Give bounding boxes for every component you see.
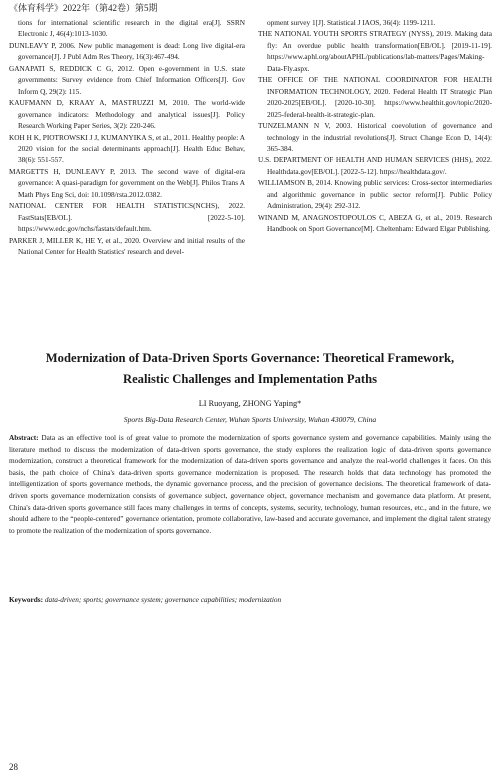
reference-item: MARGETTS H, DUNLEAVY P, 2013. The second wave of digital-era governance: A quasi-paradigm for government on the Web[J]. Philos Trans A Math Phys Eng Sci, doi: 10.1098/rsta.2012.0382.: [9, 166, 245, 199]
keywords-text: data-driven; sports; governance system; governance capabilities; modernization: [44, 595, 282, 604]
references-left-column: [9, 17, 245, 258]
authors: LI Ruoyang, ZHONG Yaping*: [198, 399, 302, 408]
abstract-label: Abstract:: [9, 433, 39, 442]
article-title-line-2: Realistic Challenges and Implementation Paths: [123, 372, 377, 386]
reference-item: NATIONAL CENTER FOR HEALTH STATISTICS(NCHS), 2022. FastStats[EB/OL]. [2022-5-10]. https://www.edc.gov/nchs/fastats/default.htm.: [9, 201, 245, 234]
reference-item: WINAND M, ANAGNOSTOPOULOS C, ABEZA G, et al., 2019. Research Handbook on Sport Governance[M]. Cheltenham: Edward Elgar Publishing.: [258, 212, 492, 234]
reference-item: WILLIAMSON B, 2014. Knowing public services: Cross-sector intermediaries and algorithmic governance in public sector reform[J]. Public Policy Administration, 29(4): 292-312.: [258, 178, 492, 211]
abstract-text: Data as an effective tool is of great value to promote the modernization of sports governance system and governance capabilities. Mainly using the literature method to discuss the modernization of data-driven sports governance, the study explores the realization logic of data-driven sports governance modernization, construct a theoretical framework for the modernization of data-driven sports governance and analyze the real-world challenges it faces. On this basis, the path choice of China's data-driven sports governance modernization is proposed. The research holds that data technology has promoted the intelligentization of sports governance methods, the dynamic governance process, and the precision of governance decisions. The theoretical framework of data-driven sports governance modernization consists of governance subject, governance object, governance mechanism and governance data platform. At present, China's data-driven sports governance still faces many challenges in terms of concepts, systems, security, technology, human resources, etc., and in the future, we should adhere to the “people-centered” governance orientation, promote collaborative, law-based and accurate governance, and implement the digital talent strategy to promote the realization of the modernization of sports governance.: [9, 433, 492, 535]
references-right-column: [258, 17, 492, 235]
article-title-line-1: Modernization of Data-Driven Sports Governance: Theoretical Framework,: [45, 351, 455, 365]
reference-item: KOH H K, PIOTROWSKI J J, KUMANYIKA S, et al., 2011. Healthy people: A 2020 vision for the social determinants approach[J]. Health Educ Behav, 38(6): 551-557.: [9, 132, 245, 165]
journal-header: 《体育科学》2022年（第42卷）第5期: [9, 3, 158, 13]
reference-item: opment survey 1[J]. Statistical J IAOS, 36(4): 1199-1211.: [267, 18, 436, 27]
abstract: [9, 432, 491, 536]
reference-item: KAUFMANN D, KRAAY A, MASTRUZZI M, 2010. The world-wide governance indicators: Methodology and analytical issues[J]. Policy Research Working Paper Series, 3(2): 220-246.: [9, 98, 245, 131]
reference-item: U.S. DEPARTMENT OF HEALTH AND HUMAN SERVICES (HHS), 2022. Healthdata.gov[EB/OL]. [2022-5-12]. https://healthdata.gov/.: [258, 155, 492, 176]
article-title: [0, 348, 500, 390]
reference-item: GANAPATI S, REDDICK C G, 2012. Open e-government in U.S. state governments: Survey evidence from Chief Information Officers[J]. Gov Inform Q, 29(2): 115.: [9, 63, 245, 96]
reference-item: THE NATIONAL YOUTH SPORTS STRATEGY (NYSS), 2019. Making data fly: An overdue public health transformation[EB/OL]. [2019-11-19]. https://www.aphl.org/aboutAPHL/publications/lab-matters/Pages/Making-Data-Fly.aspx.: [258, 29, 492, 73]
reference-item: tions for international scientific research in the digital era[J]. SSRN Electronic J, 46(4):1013-1030.: [18, 18, 245, 39]
reference-item: THE OFFICE OF THE NATIONAL COORDINATOR FOR HEALTH INFORMATION TECHNOLOGY, 2020. Federal Health IT Strategic Plan 2020-2025[EB/OL]. [2020-10-30]. https://www.healthit.gov/topic/2020-2025-federal-health-it-strategic-plan.: [258, 75, 492, 119]
keywords-label: Keywords:: [9, 595, 44, 604]
keywords: [9, 594, 491, 605]
reference-item: TUNZELMANN N V, 2003. Historical coevolution of governance and technology in the industrial revolutions[J]. Struct Change Econ D, 14(4): 365-384.: [258, 121, 492, 153]
reference-item: DUNLEAVY P, 2006. New public management is dead: Long live digital-era governance[J]. J Publ Adm Res Theory, 16(3):467-494.: [9, 40, 245, 62]
reference-item: PARKER J, MILLER K, HE Y, et al., 2020. Overview and initial results of the National Center for Health Statistics' research and devel-: [9, 235, 245, 257]
affiliation: Sports Big-Data Research Center, Wuhan Sports University, Wuhan 430079, China: [123, 415, 377, 424]
page-number: 28: [9, 762, 18, 772]
